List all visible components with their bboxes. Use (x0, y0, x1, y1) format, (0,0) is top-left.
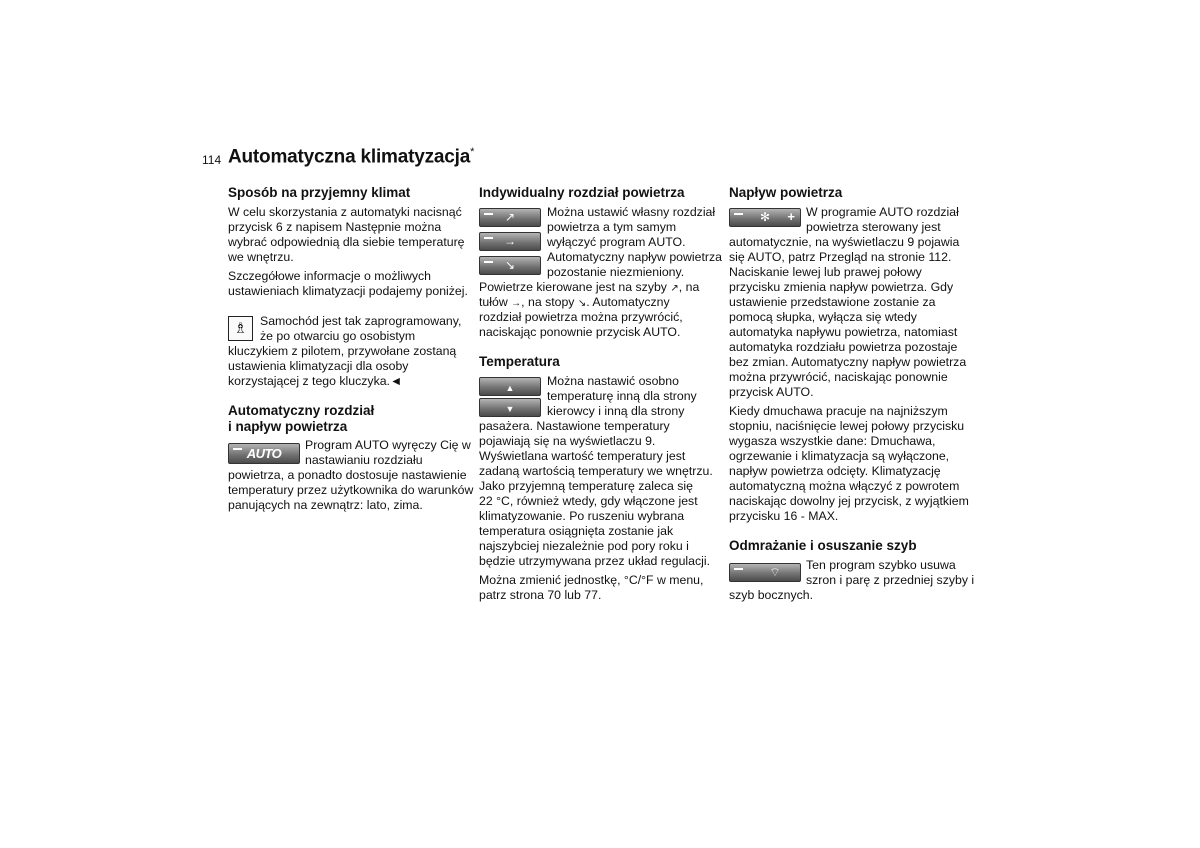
text-line: Można nastawić osobno (547, 374, 679, 388)
title-mark: * (470, 146, 475, 158)
text-line (479, 295, 670, 311)
windshield-distribution-button[interactable] (479, 208, 541, 227)
text-line: ustawienie przedstawione zostanie za (729, 295, 936, 309)
text-line: wybrać odpowiednią dla siebie temperaturę (228, 235, 465, 249)
text-line: nastawianiu rozdziału (305, 453, 423, 467)
text-line: temperaturę inną dla strony (547, 389, 697, 403)
text-line: Automatyczny napływ powietrza (547, 250, 722, 264)
section-heading: Napływ powietrza (729, 185, 843, 200)
text-line: się AUTO, patrz Przegląd na stronie 112. (729, 250, 952, 264)
text-line: klimatyzowanie. Po ruszeniu wybrana (479, 509, 685, 523)
triangle-up-icon: ▲ (505, 383, 515, 393)
air-volume-button[interactable] (729, 208, 801, 227)
text-line: Samochód jest tak zaprogramowany, (260, 314, 462, 328)
auto-button[interactable] (228, 443, 300, 464)
text-line (479, 280, 699, 296)
text-line: wyłączyć program AUTO. (547, 235, 686, 249)
text-line: automatyczną można włączyć z powrotem (729, 479, 960, 493)
footwell-airflow-icon: ↘ (504, 258, 516, 272)
text-line: kierowcy i inną dla strony (547, 404, 685, 418)
text-line: że po otwarciu go osobistym (260, 329, 416, 343)
text-line: przycisku 16 - MAX. (729, 509, 839, 523)
fan-icon: ✻ (759, 210, 771, 224)
text-line: Można ustawić własny rozdział (547, 205, 716, 219)
upper-body-distribution-button[interactable] (479, 232, 541, 251)
page-title-text: Automatyczna klimatyzacja (228, 146, 471, 168)
text-line: Naciskanie lewej lub prawej połowy (729, 265, 922, 279)
text-line: Ten program szybko usuwa (806, 558, 956, 572)
footwell-distribution-button[interactable] (479, 256, 541, 275)
text-line: Wyświetlana wartość temperatury jest (479, 449, 686, 463)
text-line: szyb bocznych. (729, 588, 814, 602)
footwell-airflow-icon: ↘ (577, 298, 587, 309)
text-line: automatyka rozdziału powietrza pozostaje (729, 340, 958, 354)
text-fragment: . Automatyczny (586, 295, 670, 309)
auto-button-label: AUTO (246, 446, 282, 461)
text-line: wygasza wszystkie dane: Dmuchawa, (729, 434, 936, 448)
text-line: automatyka napływu powietrza, natomiast (729, 325, 958, 339)
section-heading: Odmrażanie i osuszanie szyb (729, 538, 917, 553)
page-number: 114 (202, 153, 222, 167)
defrost-button[interactable] (729, 563, 801, 582)
text-fragment: , na (678, 280, 700, 294)
text-line: można przywrócić, naciskając ponownie (729, 370, 948, 384)
text-line: Program AUTO wyręczy Cię w (305, 438, 471, 452)
text-line: pasażera. Nastawione temperatury (479, 419, 670, 433)
text-fragment: , na stopy (521, 295, 575, 309)
windshield-airflow-icon: ↗ (670, 283, 679, 294)
text-line: Można zmienić jednostkę, °C/°F w menu, (479, 573, 704, 587)
text-line: pojawiają się na wyświetlaczu 9. (479, 434, 656, 448)
text-fragment: Powietrze kierowane jest na szyby (479, 280, 667, 294)
windshield-airflow-icon: ↗ (504, 210, 516, 224)
upper-body-airflow-icon: → (504, 234, 516, 248)
text-line: naciskając dowolny jej przycisk, z wyjątkiem (729, 494, 969, 508)
section-heading: i napływ powietrza (228, 419, 348, 434)
text-line: W celu skorzystania z automatyki nacisnąć (228, 205, 462, 219)
text-line: automatycznie, na wyświetlaczu 9 pojawia (729, 235, 960, 249)
text-line: przycisk AUTO. (729, 385, 814, 399)
text-line: najszybciej niezależnie pod pory roku i (479, 539, 689, 553)
text-line: ustawieniach klimatyzacji podajemy poniżej. (228, 284, 468, 298)
defrost-windshield-icon: ⌔ (769, 565, 781, 579)
text-line: Kiedy dmuchawa pracuje na najniższym (729, 404, 948, 418)
text-line: korzystającej z tego kluczyka.◄ (228, 374, 403, 388)
text-line: Szczegółowe informacje o możliwych (228, 269, 431, 283)
text-line: powietrza a tym samym (547, 220, 677, 234)
text-line: pozostanie niezmieniony. (547, 265, 685, 279)
text-line: we wnętrzu. (228, 250, 294, 264)
triangle-down-icon: ▼ (505, 404, 515, 414)
minus-marker (734, 568, 743, 570)
text-line: bez zmian. Automatyczny napływ powietrza (729, 355, 967, 369)
text-line: przycisku zmienia napływ powietrza. Gdy (729, 280, 954, 294)
text-line: stopniu, naciśnięcie lewej połowy przycisku (729, 419, 965, 433)
text-line: temperatury przez użytkownika do warunków (228, 483, 474, 497)
section-heading: Indywidualny rozdział powietrza (479, 185, 685, 200)
text-line: rozdział powietrza można przywrócić, (479, 310, 683, 324)
text-line: pomocą słupka, wyłącza się wtedy (729, 310, 917, 324)
text-line: W programie AUTO rozdział (806, 205, 959, 219)
section-heading: Automatyczny rozdział (228, 403, 375, 418)
text-line: powietrza sterowany jest (806, 220, 941, 234)
text-line: ustawienia klimatyzacji dla osoby (228, 359, 409, 373)
text-line: powietrza, a ponadto dostosuje nastawienie (228, 468, 467, 482)
text-line: Jako przyjemną temperaturę zaleca się (479, 479, 693, 493)
temperature-up-button[interactable] (479, 377, 541, 396)
text-line: napływ powietrza odcięty. Klimatyzację (729, 464, 941, 478)
plus-marker: + (787, 209, 795, 224)
text-line: temperatura osiągnięta zostanie jak (479, 524, 674, 538)
text-line: przycisk 6 z napisem Następnie można (228, 220, 442, 234)
page-title (228, 146, 474, 168)
text-line: szron i parę z przedniej szyby i (806, 573, 975, 587)
temperature-down-button[interactable] (479, 398, 541, 417)
text-line: patrz strona 70 lub 77. (479, 588, 602, 602)
text-line: zadaną wartością temperatury we wnętrzu. (479, 464, 713, 478)
section-heading: Sposób na przyjemny klimat (228, 185, 411, 200)
text-line: ogrzewanie i klimatyzacja są wyłączone, (729, 449, 950, 463)
upper-body-airflow-icon: → (511, 298, 522, 309)
text-line: będzie utrzymywana przez układ regulacji. (479, 554, 711, 568)
text-line: naciskając ponownie przycisk AUTO. (479, 325, 681, 339)
text-fragment: tułów (479, 295, 508, 309)
personal-profile-icon: ♗ (228, 316, 253, 341)
text-line: 22 °C, również wtedy, gdy włączone jest (479, 494, 698, 508)
text-line: kluczykiem z pilotem, przywołane zostaną (228, 344, 457, 358)
section-heading: Temperatura (479, 354, 560, 369)
text-line: panujących na zewnątrz: lato, zima. (228, 498, 423, 512)
